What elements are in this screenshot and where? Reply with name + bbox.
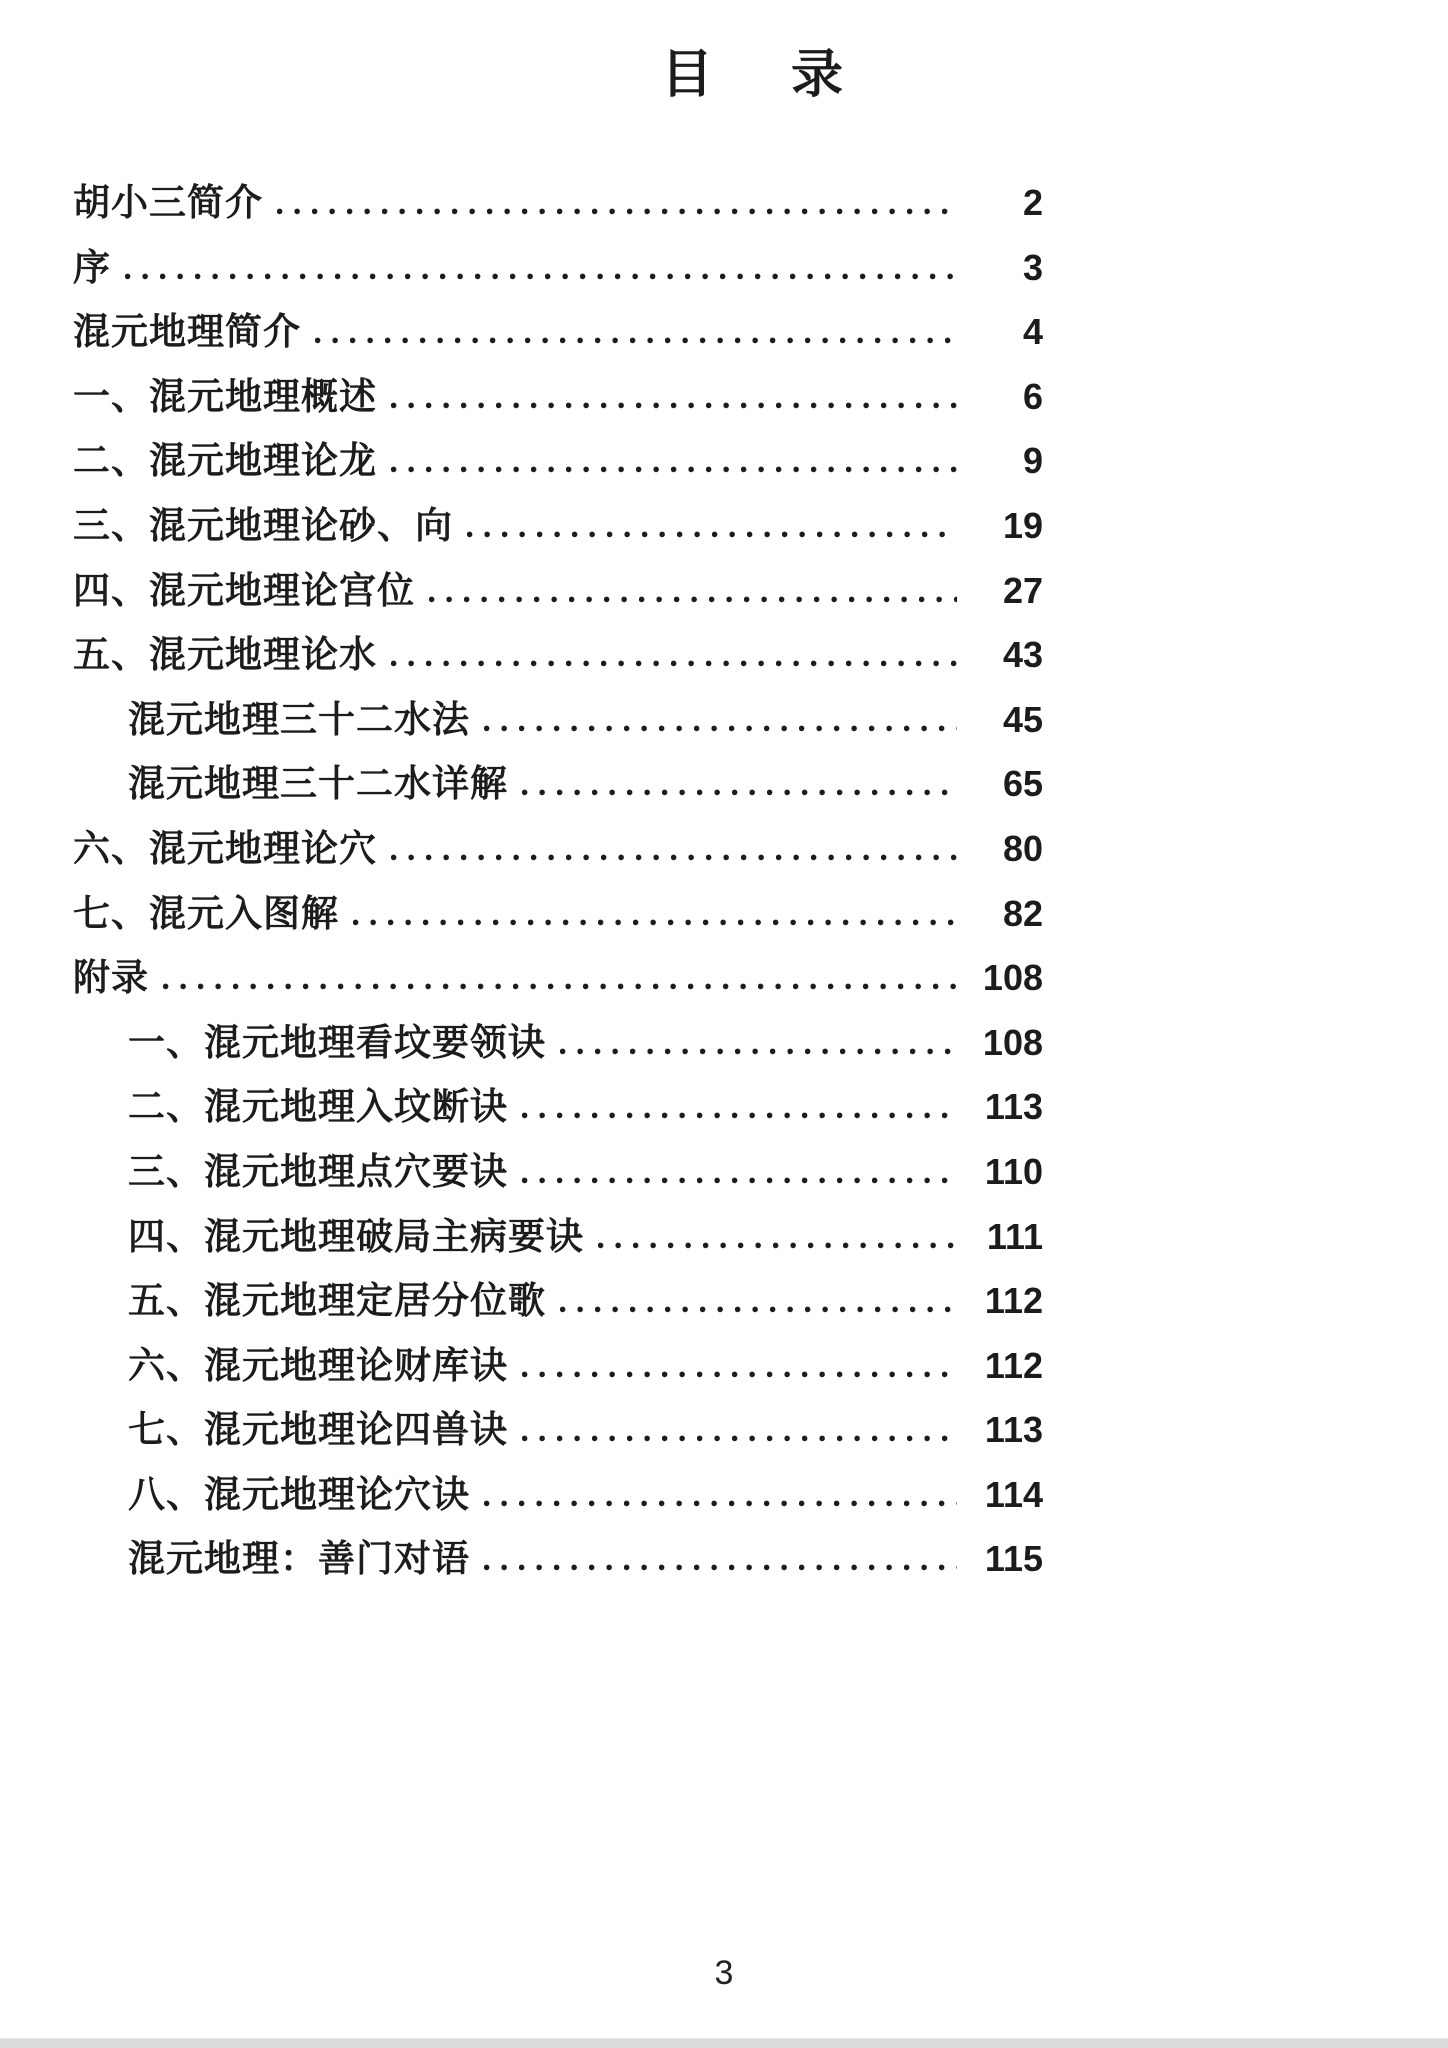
toc-entry-label: 八、混元地理论穴诀 [128, 1471, 470, 1516]
dot-leader [522, 1429, 957, 1442]
toc-entry-label: 四、混元地理论宫位 [73, 567, 415, 612]
toc-page-number: 113 [984, 1086, 1043, 1128]
toc-page-number: 2 [1022, 182, 1043, 223]
dot-leader [560, 1042, 957, 1055]
toc-entry [73, 493, 1043, 558]
toc-page-number: 3 [1022, 246, 1043, 288]
dot-leader [484, 1494, 957, 1507]
dot-leader [484, 1558, 957, 1571]
toc-page-number: 108 [982, 1021, 1043, 1063]
toc-entry [73, 1397, 1043, 1462]
toc-page-number: 80 [1002, 827, 1043, 869]
dot-leader [522, 783, 957, 796]
toc-entry-label: 二、混元地理入坟断诀 [128, 1084, 508, 1129]
dot-leader [163, 977, 957, 990]
toc-entry [73, 1010, 1043, 1075]
toc-entry-label: 五、混元地理定居分位歌 [128, 1278, 546, 1323]
page-bottom-edge [0, 2038, 1448, 2048]
dot-leader [522, 1106, 957, 1119]
dot-leader [522, 1365, 957, 1378]
toc-page-number: 65 [1002, 763, 1043, 805]
toc-page-number: 112 [984, 1280, 1043, 1322]
toc-entry-label: 三、混元地理论砂、向 [73, 502, 453, 547]
toc-entry-label: 二、混元地理论龙 [73, 438, 377, 483]
toc-entry-label: 混元地理三十二水详解 [128, 761, 508, 806]
toc-entry [73, 1526, 1043, 1591]
page-title: 目 录 [660, 44, 874, 105]
toc-page-number: 6 [1022, 375, 1043, 417]
toc-entry [73, 881, 1043, 946]
toc-entry-label: 序 [73, 244, 111, 289]
toc-page-number: 111 [986, 1215, 1043, 1257]
toc-entry [73, 687, 1043, 752]
toc-entry [73, 170, 1043, 235]
toc-page-number: 19 [1002, 504, 1043, 546]
dot-leader [125, 267, 957, 280]
toc-entry-label: 混元地理三十二水法 [128, 696, 470, 741]
toc-entry-label: 六、混元地理论穴 [73, 825, 377, 870]
toc-entry-label: 混元地理：善门对语 [128, 1536, 470, 1581]
dot-leader [315, 331, 957, 344]
toc-entry [73, 1074, 1043, 1139]
toc-entry [73, 235, 1043, 300]
dot-leader [560, 1300, 957, 1313]
toc-entry [73, 751, 1043, 816]
dot-leader [484, 719, 957, 732]
dot-leader [391, 460, 957, 473]
toc-entry [73, 622, 1043, 687]
dot-leader [429, 590, 957, 603]
dot-leader [391, 848, 957, 861]
toc-page-number: 45 [1002, 698, 1043, 740]
toc-entry-label: 三、混元地理点穴要诀 [128, 1148, 508, 1193]
toc-entry [73, 945, 1043, 1010]
toc-page-number: 27 [1002, 569, 1043, 611]
toc-entry-label: 七、混元地理论四兽诀 [128, 1407, 508, 1452]
toc-list [73, 170, 1043, 1591]
dot-leader [391, 396, 957, 409]
toc-page-number: 110 [984, 1150, 1043, 1192]
toc-page-number: 9 [1022, 440, 1043, 482]
dot-leader [353, 913, 957, 926]
toc-entry [73, 299, 1043, 364]
toc-entry-label: 六、混元地理论财库诀 [128, 1342, 508, 1387]
toc-page-number: 4 [1022, 311, 1043, 353]
dot-leader [522, 1171, 957, 1184]
dot-leader [391, 654, 957, 667]
toc-entry-label: 一、混元地理看坟要领诀 [128, 1019, 546, 1064]
toc-entry [73, 1204, 1043, 1269]
footer-page-number: 3 [714, 1954, 734, 1992]
dot-leader [277, 202, 957, 215]
toc-entry-label: 胡小三简介 [73, 180, 263, 224]
toc-entry [73, 1268, 1043, 1333]
toc-entry [73, 1139, 1043, 1204]
dot-leader [598, 1236, 957, 1249]
toc-entry [73, 428, 1043, 493]
toc-page-number: 82 [1002, 892, 1043, 934]
toc-entry-label: 七、混元入图解 [73, 890, 339, 935]
toc-entry [73, 1333, 1043, 1398]
toc-entry-label: 五、混元地理论水 [73, 632, 377, 677]
toc-page-number: 115 [984, 1538, 1043, 1580]
toc-page-number: 113 [984, 1409, 1043, 1451]
toc-entry-label: 四、混元地理破局主病要诀 [128, 1213, 584, 1258]
toc-entry [73, 1462, 1043, 1527]
toc-page-number: 108 [982, 957, 1043, 999]
toc-entry [73, 816, 1043, 881]
toc-page-number: 114 [984, 1473, 1043, 1515]
toc-entry [73, 558, 1043, 623]
toc-entry [73, 364, 1043, 429]
toc-page-number: 43 [1002, 634, 1043, 676]
toc-page-number: 112 [984, 1344, 1043, 1386]
dot-leader [467, 525, 957, 538]
toc-entry-label: 一、混元地理概述 [73, 373, 377, 418]
toc-entry-label: 混元地理简介 [73, 309, 301, 354]
toc-entry-label: 附录 [73, 955, 149, 1000]
